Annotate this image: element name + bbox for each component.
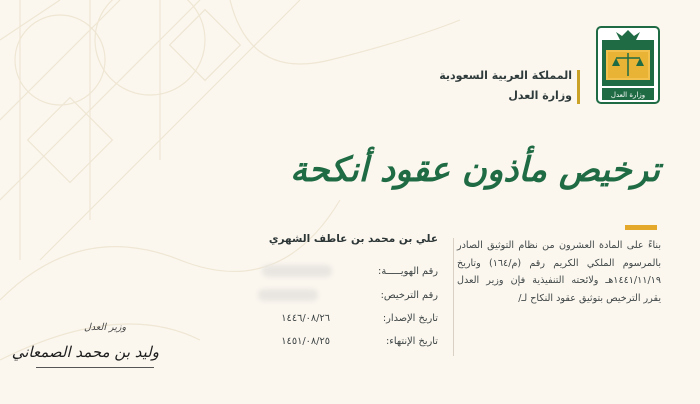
license-value-redacted	[258, 289, 318, 301]
license-statement: بناءً على المادة العشرون من نظام التوثيق الصادر بالمرسوم الملكي الكريم رقم (م/١٦٤) وتاريخ ١٤٤١/١١/١٩هـ ولائحته التنفيذية فإن وزير العدل يقرر الترخيص بتوثيق عقود النكاح لـ/	[457, 240, 661, 304]
issue-date-value: ١٤٤٦/٠٨/٢٦	[281, 313, 330, 324]
issue-date-label: تاريخ الإصدار:	[382, 313, 438, 324]
license-number-label: رقم الترخيص:	[380, 290, 438, 301]
id-label: رقم الهويـــــة:	[378, 266, 438, 277]
signature-underline	[36, 367, 154, 368]
expiry-date-label: تاريخ الإنتهاء:	[385, 336, 438, 347]
signatory-signature: وليد بن محمد الصمعاني	[11, 343, 159, 361]
expiry-date-value: ١٤٥١/٠٨/٢٥	[281, 336, 330, 347]
holder-name: علي بن محمد بن عاطف الشهري	[268, 233, 438, 245]
country-name: المملكة العربية السعودية	[439, 69, 572, 82]
document-title: ترخيص مأذون عقود أنكحة	[290, 150, 660, 190]
heading-accent-bar	[577, 70, 580, 104]
ministry-name: وزارة العدل	[508, 89, 572, 102]
paragraph-accent-bar	[625, 225, 657, 230]
id-value-redacted	[262, 265, 332, 277]
signatory-title: وزير العدل	[84, 322, 127, 333]
column-divider	[453, 238, 454, 356]
logo-text: وزارة العدل	[610, 91, 646, 99]
ministry-logo	[596, 26, 660, 104]
ministry-heading	[439, 66, 572, 106]
